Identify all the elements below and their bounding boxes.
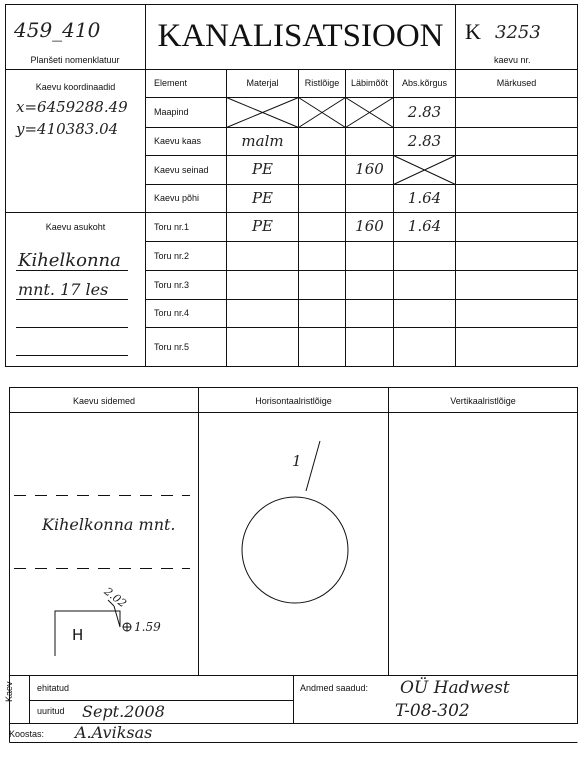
nomenclature-value: 459_410 [14, 18, 101, 42]
table-cell-height: 1.64 [407, 217, 442, 235]
well-letter: K [465, 19, 481, 44]
author-value: A.Aviksas [75, 723, 153, 742]
surveyed-label: uuritud [37, 706, 65, 716]
footer-side-label: Kaev [4, 681, 14, 702]
coordinates-label: Kaevu koordinaadid [35, 82, 116, 92]
location-label: Kaevu asukoht [45, 222, 106, 232]
location-line-1: Kihelkonna [18, 250, 121, 271]
table-cell-material: PE [251, 217, 274, 235]
location-line-2: mnt. 17 les [18, 280, 109, 299]
surveyed-value: Sept.2008 [82, 702, 165, 721]
street-label: Kihelkonna mnt. [42, 515, 176, 534]
table-cell-material: malm [241, 131, 284, 150]
table-header-0: Element [154, 78, 188, 88]
well-number-label: kaevu nr. [494, 55, 531, 65]
section-title-vertical: Vertikaalristlõige [450, 396, 516, 406]
section-title-ties: Kaevu sidemed [72, 396, 136, 406]
table-header-4: Abs.kõrgus [401, 78, 448, 88]
table-cell-element: Kaevu seinad [154, 164, 209, 175]
table-cell-element: Toru nr.2 [154, 250, 190, 261]
table-cell-element: Maapind [154, 107, 189, 117]
table-header-3: Läbimõõt [350, 78, 389, 88]
page-title: KANALISATSIOON [157, 18, 444, 54]
table-cell-element: Toru nr.3 [154, 279, 190, 290]
coordinate-y: y=410383.04 [16, 120, 119, 138]
well-number: 3253 [495, 22, 541, 43]
coordinate-x: x=6459288.49 [16, 98, 128, 116]
table-cell-element: Toru nr.4 [154, 308, 190, 318]
section-title-horizontal: Horisontaalristlõige [255, 396, 332, 406]
table-header-1: Materjal [246, 78, 279, 88]
table-cell-element: Kaevu kaas [154, 136, 202, 146]
table-cell-height: 1.64 [407, 188, 442, 207]
author-label: Koostas: [9, 729, 45, 739]
table-cell-diameter: 160 [355, 217, 384, 235]
table-cell-material: PE [251, 160, 274, 178]
data-source-code: T-08-302 [395, 701, 470, 721]
table-header-2: Ristlõige [304, 78, 340, 88]
pipe-number: 1 [292, 452, 302, 470]
data-source-label: Andmed saadud: [300, 683, 369, 693]
nomenclature-label: Planšeti nomenklatuur [30, 55, 120, 65]
building-letter: H [72, 626, 84, 644]
table-cell-height: 2.83 [407, 131, 442, 150]
table-cell-material: PE [251, 188, 274, 207]
data-source-company: OÜ Hadwest [400, 678, 510, 698]
tie-offset: 1.59 [134, 620, 161, 634]
table-cell-element: Toru nr.1 [154, 221, 190, 232]
built-label: ehitatud [37, 683, 70, 693]
table-header-5: Märkused [496, 78, 537, 88]
tie-distance: 2.02 [101, 584, 129, 611]
table-cell-diameter: 160 [355, 160, 384, 178]
table-cell-height: 2.83 [407, 102, 442, 121]
table-cell-element: Kaevu põhi [154, 193, 200, 203]
table-cell-element: Toru nr.5 [154, 341, 190, 352]
